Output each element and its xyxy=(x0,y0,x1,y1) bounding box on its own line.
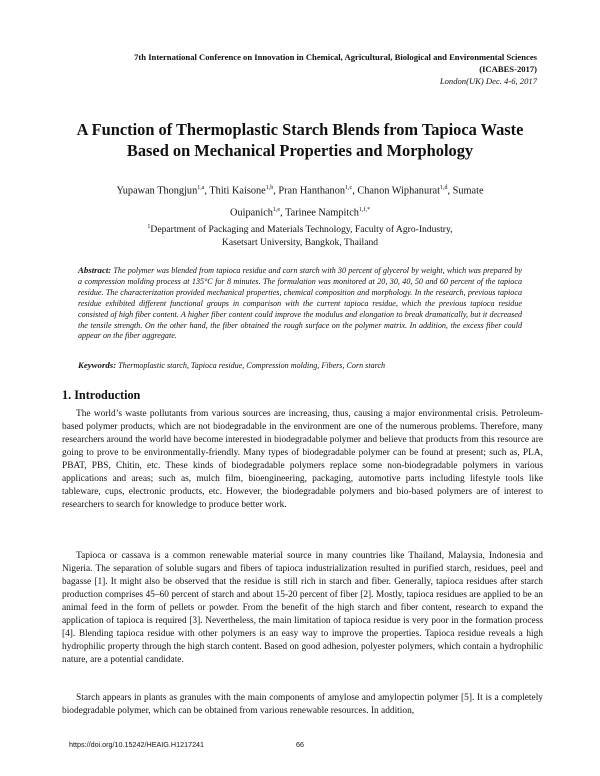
affiliation xyxy=(60,221,540,249)
author-name: Yupawan Thongjun xyxy=(116,185,198,197)
author-list: Yupawan Thongjun$^{1,a}$, Thiti Kaisone$^{1,b}$, Pran Hanthanon$^{1,c}$, Chanon Wiphanurat$^{1,d}$, Sumate Ouipanich$^{1,e}$, Tarinee Nampitch$^{1,f,*}$ xyxy=(116,185,484,219)
author-name-last: Ouipanich xyxy=(230,207,273,219)
paper-title-line1: A Function of Thermoplastic Starch Blends from Tapioca Waste xyxy=(76,120,524,139)
page-number: 66 xyxy=(296,740,304,749)
affiliation-line1 xyxy=(60,221,540,236)
author-affiliation-mark: 1,a xyxy=(197,185,205,191)
affiliation-line2: Kasetsart University, Bangkok, Thailand xyxy=(221,237,379,249)
affiliation-mark: 1 xyxy=(147,224,151,230)
paper-title xyxy=(40,119,560,161)
conference-date: London(UK) Dec. 4-6, 2017 xyxy=(439,76,537,86)
abstract-text: The polymer was blended from tapioca residue and corn starch with 30 percent of glycerol by weight, which was prepared by a compression molding process at 135°C for 8 minutes. The formulation was monitored at 20, 30, 40, 50 and 60 percent of the tapioca residue. The characterization provided mechanical properties, chemical composition and morphology. In the research, previous tapioca residue exhibited different functional groups in comparison with the current tapioca residue, which the previous tapioca residue consisted of high fiber content. A higher fiber content could improve the modulus and elongation to break dramatically, but it decreased the tensile strength. On the other hand, the fiber obtained the rough surface on the polymer matrix. In addition, the excess fiber could appear on the fiber aggregate. xyxy=(78,266,522,341)
author-name: Chanon Wiphanurat xyxy=(357,185,440,197)
paragraph: Starch appears in plants as granules with the main components of amylose and amylopectin polymer [5]. It is a completely biodegradable polymer, which can be obtained from various renewable resources. In addition, xyxy=(62,693,543,716)
abstract-label: Abstract: xyxy=(78,265,112,275)
keywords-label: Keywords: xyxy=(78,360,117,370)
conference-acronym: (ICABES-2017) xyxy=(479,64,537,74)
affiliation-text: Department of Packaging and Materials Technology, Faculty of Agro-Industry, xyxy=(150,224,453,236)
keywords xyxy=(78,360,522,370)
section-heading: 1. Introduction xyxy=(62,388,141,402)
author-affiliation-mark: 1,d xyxy=(439,185,448,191)
author-name: Tarinee Nampitch xyxy=(285,207,359,219)
paragraph: The world’s waste pollutants from various sources are increasing, thus, causing a major environmental crisis. Petroleum-based polymer products, which are not biodegradable in the environment are one of the numerous problems. Therefore, many researchers around the world have become interested in biodegradable polymer and believe that products from this resource are going to prove to be environmentally-friendly. Many types of biodegradable polymer can be found at present; such as, PLA, PBAT, PBS, Chitin, etc. These kinds of biodegradable polymers replace some non-biodegradable polymers in various applications and areas; such as, mulch film, bioengineering, packaging, automotive parts including lifestyle tools like tableware, cups, electronic products, etc. However, the biodegradable polymers and bio-based polymers are of interest to researchers to search for knowledge to produce better work. xyxy=(62,409,543,510)
abstract xyxy=(78,265,522,342)
paper-title-line2: Based on Mechanical Properties and Morphology xyxy=(126,141,474,160)
author-name: Thiti Kaisone xyxy=(209,185,266,197)
author-affiliation-mark: 1,b xyxy=(265,185,274,191)
doi-link[interactable]: https://doi.org/10.15242/HEAIG.H1217241 xyxy=(69,740,205,749)
keywords-text: Thermoplastic starch, Tapioca residue, Compression molding, Fibers, Corn starch xyxy=(118,361,386,370)
author-affiliation-mark: 1,e xyxy=(272,206,281,213)
paragraph: Tapioca or cassava is a common renewable material source in many countries like Thailand, Malaysia, Indonesia and Nigeria. The separation of soluble sugars and fibers of tapioca industrialization resulted in purified starch, residues, peel and bagasse [1]. It might also be observed that the residue is still rich in starch and fiber. Generally, tapioca residues after starch production comprises 45–60 percent of starch and about 15-20 percent of fiber [2]. Mostly, tapioca residues are applied to be an animal feed in the form of pellets or powder. From the benefit of the high starch and fiber content, research to expand the application of tapioca is required [3]. Nevertheless, the main limitation of tapioca residue is very poor in the formation process [4]. Blending tapioca residue with other polymers is an easy way to improve the properties. Tapioca residue reveals a high hydrophilic property through the high starch content. Based on good adhesion, polyester polymers, which contain a hydrophilic nature, are a potential candidate. xyxy=(62,551,543,665)
author-name-first: Sumate xyxy=(452,185,484,197)
author-affiliation-mark: 1,c xyxy=(345,185,353,191)
author-affiliation-mark: 1,f,* xyxy=(358,206,370,213)
conference-name: 7th International Conference on Innovation in Chemical, Agricultural, Biological and Environmental Sciences xyxy=(134,52,537,62)
author-name: Pran Hanthanon xyxy=(278,185,346,197)
